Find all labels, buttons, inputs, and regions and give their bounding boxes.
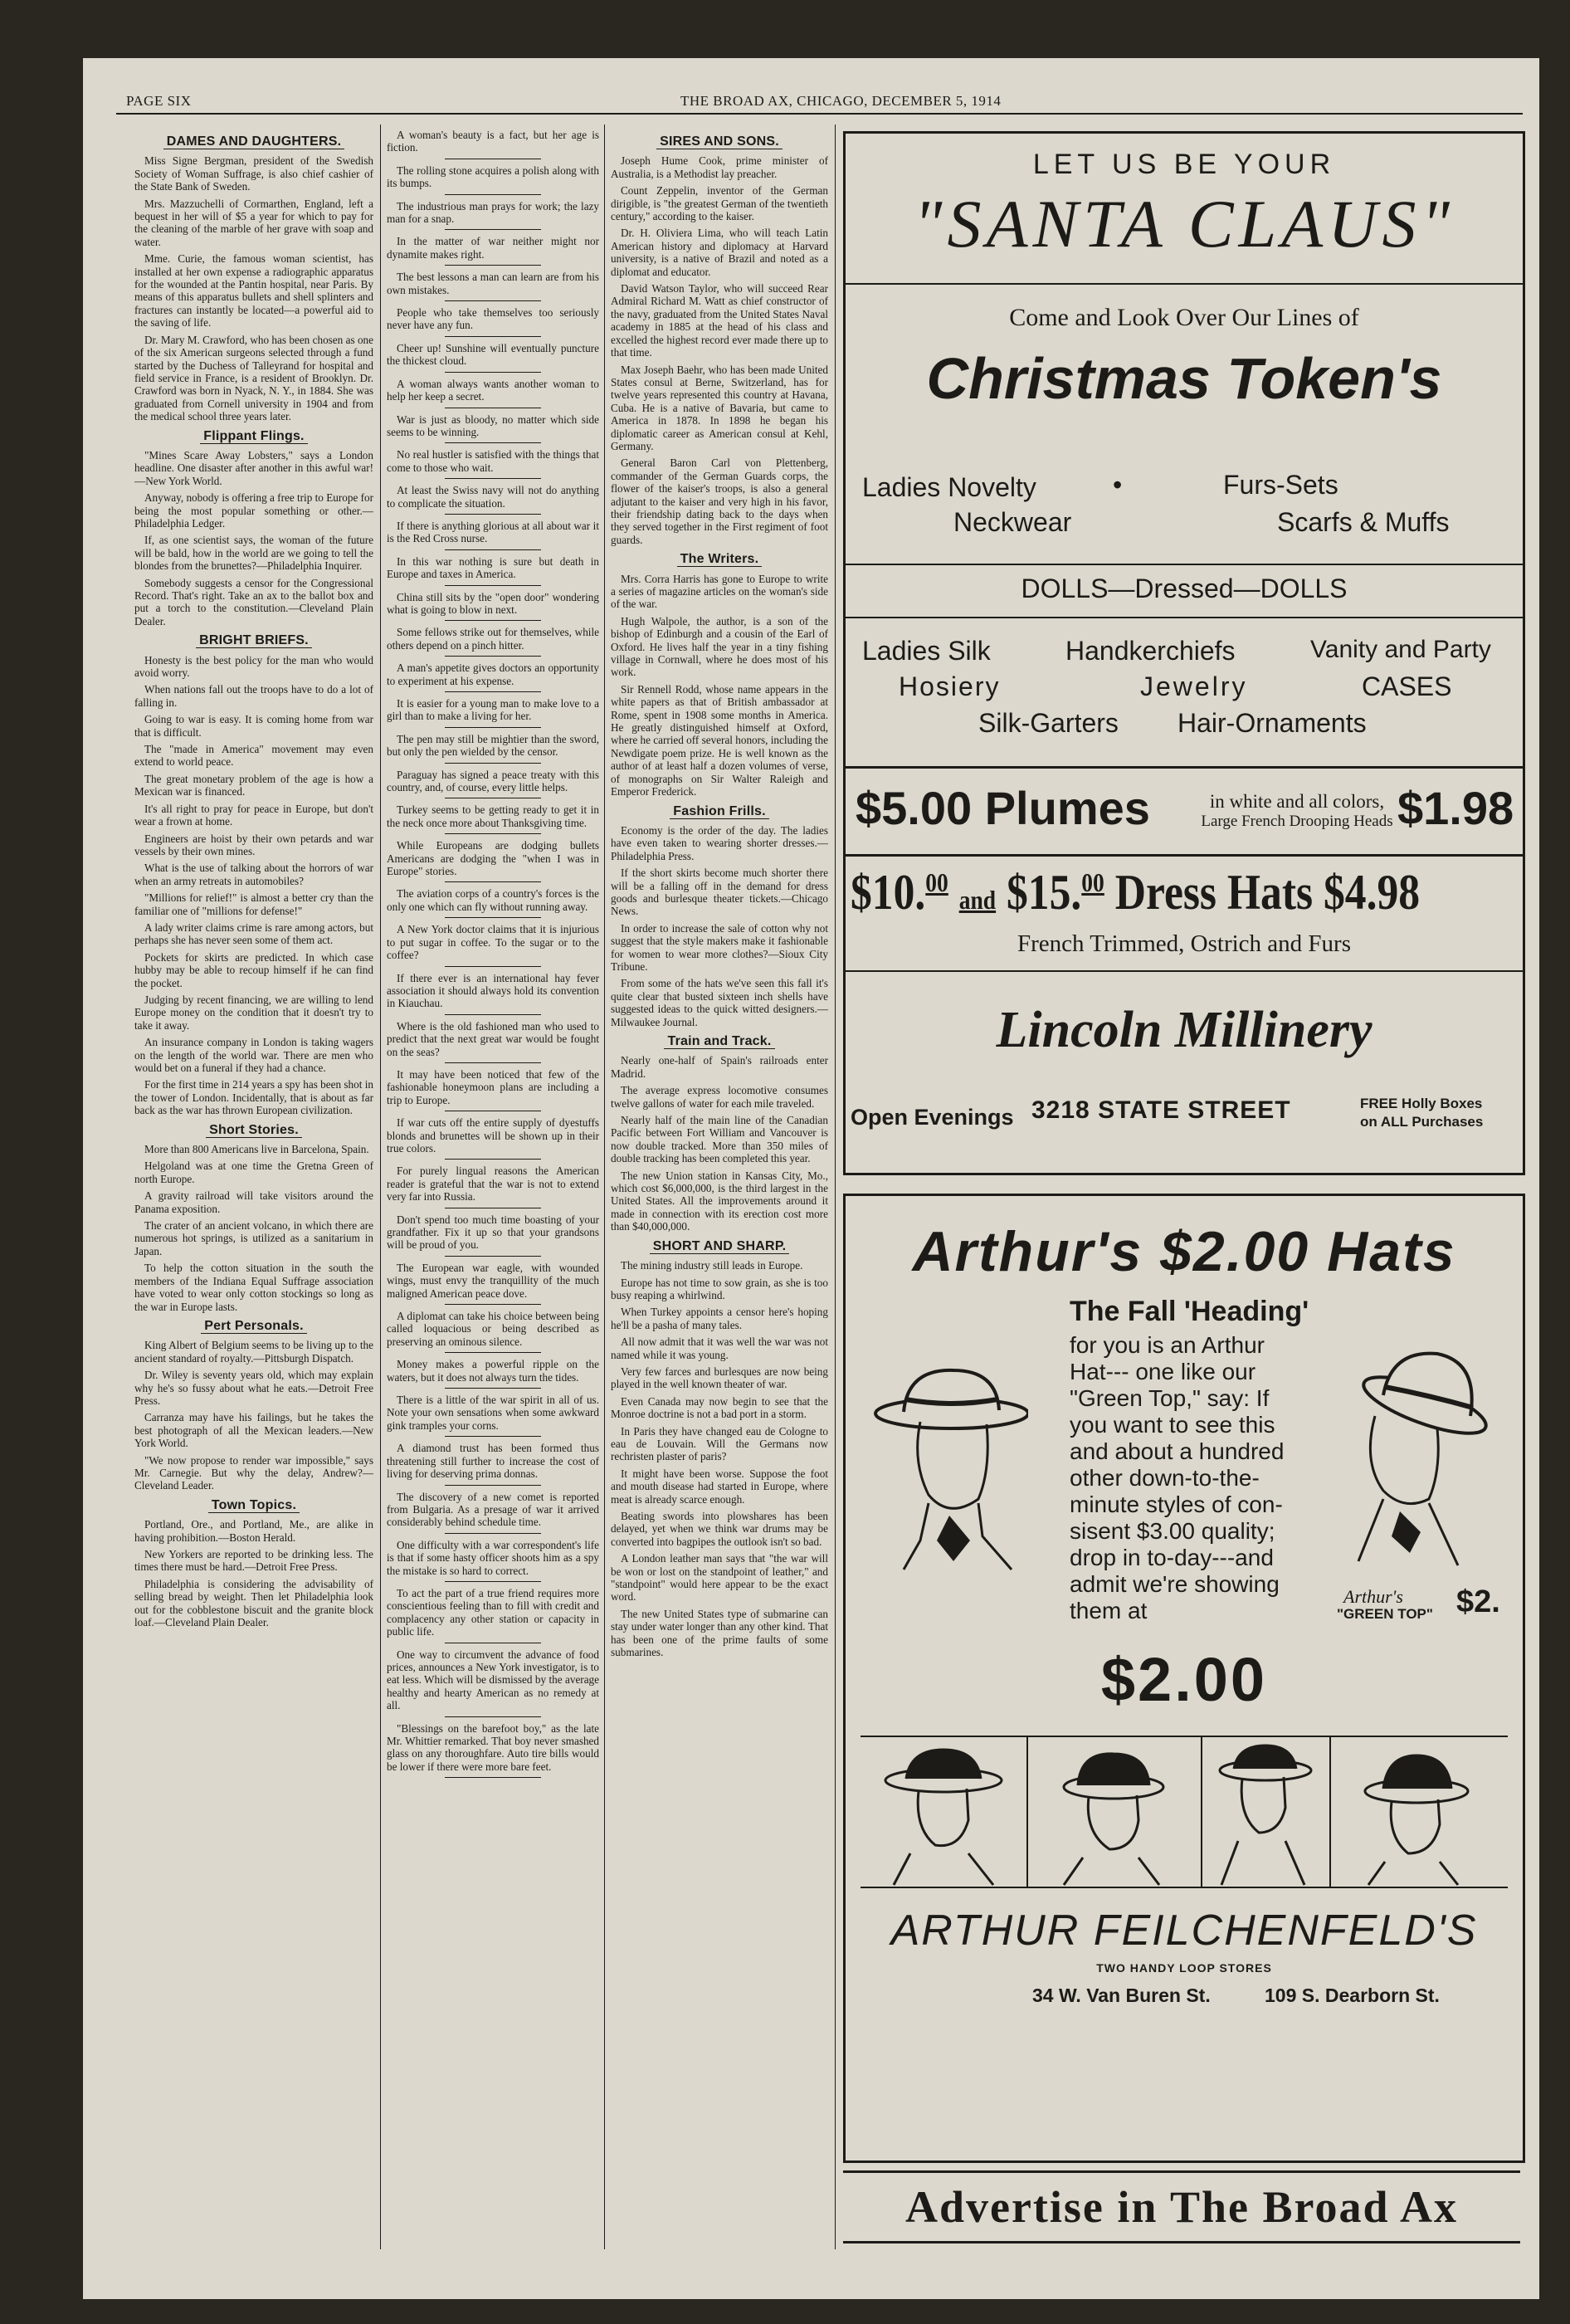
paragraph: When Turkey appoints a censor here's hoping he'll be a pasha of many tales.	[611, 1306, 828, 1331]
paragraph: The best lessons a man can learn are from his own mistakes.	[387, 271, 599, 296]
ad-dress-hats: $10.00 and $15.00 Dress Hats $4.98	[851, 865, 1421, 920]
section-heading: DAMES AND DAUGHTERS.	[163, 134, 345, 149]
paragraph: The industrious man prays for work; the lazy man for a snap.	[387, 199, 599, 226]
column-rule	[835, 124, 836, 2249]
paragraph: The discovery of a new comet is reported from Bulgaria. As a presage of war it arrived considerably behind schedule time.	[387, 1490, 599, 1529]
ad-hair-ornaments: Hair-Ornaments	[1178, 708, 1367, 738]
ad-come-look: Come and Look Over Our Lines of	[1009, 304, 1359, 331]
paragraph: It might have been worse. Suppose the foot and mouth disease had started in Europe, where meat is already scarce enough.	[611, 1467, 828, 1506]
paragraph: A London leather man says that "the war will be won or lost on the standpoint of leather," and "standpoint" would here appear to be the exact word.	[611, 1552, 828, 1604]
section-body	[134, 1143, 373, 1313]
column-rule	[380, 124, 381, 2249]
section-body	[134, 1339, 373, 1492]
paragraph: If war cuts off the entire supply of dyestuffs blonds and brunettes will be shown up in their true colors.	[387, 1116, 599, 1155]
paragraph: No real hustler is satisfied with the things that come to those who wait.	[387, 448, 599, 474]
paragraph: It may have been noticed that few of the fashionable honeymoon plans are including a trip to Europe.	[387, 1067, 599, 1106]
paragraph: Joseph Hume Cook, prime minister of Australia, is a Methodist lay preacher.	[611, 154, 828, 180]
paragraph: Count Zeppelin, inventor of the German dirigible, is "the greatest German of the twentieth century," according to the kaiser.	[611, 184, 828, 223]
ad-plumes-desc: in white and all colors, Large French Drooping Heads	[1201, 791, 1393, 830]
paragraph: If there ever is an international hay fever association it should always hold its convention in Kiauchau.	[387, 971, 599, 1010]
lincoln-millinery-ad	[843, 131, 1525, 1175]
separator	[445, 229, 540, 230]
ad-cases: CASES	[1362, 671, 1452, 701]
section-body	[611, 573, 828, 798]
paragraph: Nearly half of the main line of the Canadian Pacific between Fort William and Vancouver is now double tracked. More than 350 miles of double tracking has been completed this year.	[611, 1114, 828, 1165]
separator	[445, 1388, 540, 1389]
paragraph: General Baron Carl von Plettenberg, commander of the German Guards corps, the flower of the kaiser's troops, is also a general adjutant to the kaiser and very high in his favor, their friendship dating back to the days when they served together in the First regiment of foot guards.	[611, 456, 828, 546]
advertise-banner	[843, 2170, 1520, 2243]
ad-two-dollars: $2.00	[1100, 1645, 1268, 1714]
ad-bullet: •	[1113, 470, 1123, 500]
paragraph: In the matter of war neither might nor dynamite makes right.	[387, 235, 599, 261]
paragraph: Helgoland was at one time the Gretna Green of north Europe.	[134, 1160, 373, 1185]
separator	[445, 727, 540, 728]
paragraph: Portland, Ore., and Portland, Me., are alike in having prohibition.—Boston Herald.	[134, 1518, 373, 1544]
ad-scarfs-muffs: Scarfs & Muffs	[1277, 507, 1450, 537]
ad-body-line: "Green Top," say: If	[1070, 1385, 1270, 1411]
paragraph: Mrs. Mazzuchelli of Cormarthen, England, left a bequest in her will of $5 a year for which to pay for the cleaning of the marble of her grave with soap and water.	[134, 197, 373, 248]
paragraph: There is a little of the war spirit in all of us. Note your own sensations when some awkward gink tramples your corns.	[387, 1394, 599, 1432]
ad-address: 3218 STATE STREET	[1031, 1096, 1291, 1124]
paragraph: Sir Rennell Rodd, whose name appears in the white papers as that of British ambassador at Rome, spent in 1908 some months in America. He greatly distinguished himself at Oxford, where he carried off several honors, including the Newdigate poem prize. He is well known as the author of at least half a dozen volumes of verse, of monographs on Sir Walter Raleigh and Emperor Frederick.	[611, 682, 828, 798]
separator	[445, 1159, 540, 1160]
ad-addr-van-buren: 34 W. Van Buren St.	[1032, 1985, 1211, 2006]
separator	[445, 620, 540, 621]
ad-body-line: other down-to-the-	[1070, 1465, 1260, 1491]
separator	[445, 442, 540, 443]
section-heading: Town Topics.	[208, 1498, 300, 1513]
ad-body-line: you want to see this	[1070, 1412, 1275, 1438]
separator	[445, 1581, 540, 1582]
paragraph: Going to war is easy. It is coming home from war that is difficult.	[134, 713, 373, 739]
paragraph: If the short skirts become much shorter there will be a falling off in the demand for dress goods and burlesque theater tickets.—Chicago News.	[611, 867, 828, 918]
paragraph: Europe has not time to sow grain, as she is too busy reaping a whirlwind.	[611, 1276, 828, 1301]
ad-body-line: admit we're showing	[1070, 1571, 1280, 1597]
paragraph: "We now propose to render war impossible," says Mr. Carnegie. But why the delay, Andrew?—Cleveland Leader.	[134, 1453, 373, 1492]
paragraph: Hugh Walpole, the author, is a son of the bishop of Edinburgh and a cousin of the Earl of Oxford. He lives half the year in a tiny fishing village in Cornwall, where he does most of his work.	[611, 614, 828, 679]
ad-vanity-party: Vanity and Party	[1310, 636, 1491, 663]
paragraph: Even Canada may now begin to see that the Monroe doctrine is not a bad port in a storm.	[611, 1394, 828, 1421]
ad-jewelry: Jewelry	[1140, 671, 1248, 701]
paragraph: Philadelphia is considering the advisability of selling bread by weight. Then let Philadelphia look out for the cobblestone biscuit and the granite block loaf.—Cleveland Plain Dealer.	[134, 1577, 373, 1629]
hat-gallery-illustrations	[861, 1737, 1508, 1887]
man-hat-illustration-right	[1334, 1345, 1499, 1578]
paragraph: It's all right to pray for peace in Europe, but don't wear a frown at home.	[134, 802, 373, 828]
ad-body-line: them at	[1070, 1598, 1148, 1623]
paragraph: More than 800 Americans live in Barcelona, Spain.	[144, 1143, 369, 1156]
paragraph: Very few farces and burlesques are now being played in the well known theater of war.	[611, 1365, 828, 1391]
separator	[445, 1485, 540, 1486]
paragraph: People who take themselves too seriously never have any fun.	[387, 306, 599, 332]
ad-french-trimmed: French Trimmed, Ostrich and Furs	[1017, 930, 1351, 957]
ad-body-line: sisent $3.00 quality;	[1070, 1518, 1275, 1544]
paragraph: The new United States type of submarine can stay under water longer than any other kind. That has been one of the prime faults of some submarines.	[611, 1607, 828, 1659]
paragraph: Honesty is the best policy for the man who would avoid worry.	[134, 653, 373, 680]
paragraph: Judging by recent financing, we are willing to lend Europe money on the condition that it doesn't try to take it away.	[134, 993, 373, 1032]
section-heading: The Writers.	[677, 552, 763, 567]
paragraph: Paraguay has signed a peace treaty with this country, and, of course, every little helps.	[387, 768, 599, 794]
ad-gt-arthurs: Arthur's	[1343, 1586, 1403, 1607]
paragraph: Some fellows strike out for themselves, while others depend on a pinch hitter.	[387, 626, 599, 652]
separator	[445, 514, 540, 515]
separator	[445, 1436, 540, 1437]
ad-body-text	[1070, 1332, 1335, 1624]
paragraph: In this war nothing is sure but death in Europe and taxes in America.	[387, 554, 599, 581]
ad-handkerchiefs: Handkerchiefs	[1065, 636, 1236, 666]
separator	[445, 1533, 540, 1534]
ad-body-line: and about a hundred	[1070, 1438, 1285, 1464]
ad-christmas-tokens: Christmas Token's	[926, 346, 1442, 411]
paragraph: Anyway, nobody is offering a free trip to Europe for being the most popular something or other.—Philadelphia Ledger.	[134, 491, 373, 530]
paragraph: Turkey seems to be getting ready to get it in the neck once more about Thanksgiving time.	[387, 803, 599, 829]
ad-hosiery: Hosiery	[899, 671, 1001, 701]
separator	[445, 549, 540, 550]
separator	[445, 372, 540, 373]
column-3	[611, 129, 828, 2253]
ad-santa-claus: "SANTA CLAUS"	[914, 186, 1455, 261]
section-body	[387, 129, 599, 1778]
paragraph: The mining industry still leads in Europe.	[621, 1259, 803, 1272]
ad-gt-price: $2.	[1456, 1584, 1500, 1619]
section-heading: Flippant Flings.	[200, 429, 307, 444]
paragraph: In order to increase the sale of cotton why not suggest that the style makers make it fashionable for women to wear more clothes?—Sioux City Tribune.	[611, 921, 828, 973]
section-body	[611, 824, 828, 1028]
newspaper-page	[83, 58, 1539, 2299]
ad-advertise-text: Advertise in The Broad Ax	[904, 2182, 1459, 2232]
paragraph: One way to circumvent the advance of food prices, announces a New York investigator, is to eat less. Which will be dismissed by the average healthy and hearty American as no remedy at all.	[387, 1648, 599, 1712]
separator	[445, 1062, 540, 1063]
paragraph: Dr. Mary M. Crawford, who has been chosen as one of the six American surgeons selected through a fund started by the Duchess of Talleyrand for hospital and field service in France, is a resident of Brooklyn. Dr. Crawford was born in Nyack, N. Y., in 1884. She was graduated from Cornell university in 1904 and from the medical school three years later.	[134, 333, 373, 423]
paragraph: The pen may still be mightier than the sword, but only the pen wielded by the censor.	[387, 732, 599, 759]
paragraph: To act the part of a true friend requires more conscientious feeling than to fill with credit and complacency any other station or capacity in public life.	[387, 1586, 599, 1638]
separator	[445, 478, 540, 479]
ad-furs-sets: Furs-Sets	[1223, 470, 1338, 500]
section-heading: SHORT AND SHARP.	[650, 1239, 790, 1254]
paragraph: To help the cotton situation in the south the members of the Indiana Equal Suffrage association have voted to wear only cotton stockings so long as the war in Europe lasts.	[134, 1262, 373, 1313]
paragraph: For purely lingual reasons the American reader is grateful that the war is not to extend very far into Russia.	[387, 1164, 599, 1204]
paragraph: While Europeans are dodging bullets Americans are dodging the "when I was in Europe" stories.	[387, 839, 599, 878]
paragraph: War is just as bloody, no matter which side seems to be winning.	[387, 413, 599, 438]
paragraph: The rolling stone acquires a polish along with its bumps.	[387, 164, 599, 190]
paragraph: New Yorkers are reported to be drinking less. The times there must be hard.—Detroit Free Press.	[134, 1548, 373, 1574]
paragraph: King Albert of Belgium seems to be living up to the ancient standard of royalty.—Pittsburgh Dispatch.	[134, 1339, 373, 1365]
arthurs-hats-ad	[843, 1194, 1525, 2163]
separator	[445, 881, 540, 882]
paragraph: Max Joseph Baehr, who has been made United States consul at Berne, Switzerland, has for twelve years represented this country at Havana, Cuba. He is a native of Bavaria, but came to America in 1878. In 1898 he began his diplomatic career as American consul at Kehl, Germany.	[611, 363, 828, 452]
section-body	[134, 449, 373, 627]
paragraph: A lady writer claims crime is rare among actors, but perhaps she has never seen some of them act.	[134, 920, 373, 947]
separator	[445, 763, 540, 764]
separator	[445, 336, 540, 337]
ad-open-evenings: Open Evenings	[851, 1105, 1014, 1130]
paragraph: A man's appetite gives doctors an opportunity to experiment at his expense.	[387, 662, 599, 687]
section-body	[611, 154, 828, 546]
paragraph: At least the Swiss navy will not do anything to complicate the situation.	[387, 484, 599, 510]
masthead-rule	[116, 113, 1523, 115]
paragraph: A gravity railroad will take visitors around the Panama exposition.	[134, 1189, 373, 1215]
section-heading: Pert Personals.	[201, 1319, 307, 1334]
ad-body-line: minute styles of con-	[1070, 1492, 1283, 1517]
section-body	[611, 1054, 828, 1233]
ad-arthur-feilchenfelds: ARTHUR FEILCHENFELD'S	[890, 1907, 1478, 1955]
section-heading: Train and Track.	[664, 1034, 774, 1049]
paragraph: Nearly one-half of Spain's railroads enter Madrid.	[611, 1054, 828, 1080]
separator	[445, 1304, 540, 1305]
paragraph: The great monetary problem of the age is how a Mexican war is financed.	[134, 772, 373, 798]
paragraph: The new Union station in Kansas City, Mo., which cost $6,000,000, is the third largest in the United States. All the improvements around it made in connection with its erection cost more than $40,000,000.	[611, 1169, 828, 1233]
paragraph: The aviation corps of a country's forces is the only one which can fly without running away.	[387, 887, 599, 913]
ad-silk-garters: Silk-Garters	[978, 708, 1119, 738]
section-body	[611, 1259, 828, 1658]
paragraph: It is easier for a young man to make love to a girl than to make a living for her.	[387, 697, 599, 723]
paragraph: David Watson Taylor, who will succeed Rear Admiral Richard M. Watt as chief constructor of the navy, graduated from the United States Naval academy in 1885 at the head of his class and excelled the highest record ever made there up to that time.	[611, 282, 828, 359]
ad-body-line: Hat--- one like our	[1070, 1359, 1256, 1384]
paragraph: A diplomat can take his choice between being called loquacious or being described as preserving an ominous silence.	[387, 1310, 599, 1348]
section-body	[134, 654, 373, 1117]
separator	[445, 1777, 540, 1778]
paragraph: Where is the old fashioned man who used to predict that the next great war would be fought on the seas?	[387, 1019, 599, 1058]
column-rule	[604, 124, 605, 2249]
ad-addr-dearborn: 109 S. Dearborn St.	[1265, 1985, 1440, 2006]
paragraph: A woman's beauty is a fact, but her age is fiction.	[387, 129, 599, 154]
paragraph: Dr. Wiley is seventy years old, which may explain why he's so fussy about what he eats.—Detroit Free Press.	[134, 1369, 373, 1407]
paragraph: The crater of an ancient volcano, in which there are numerous hot springs, is utilized as a sanitarium in Japan.	[134, 1219, 373, 1257]
paragraph: Don't spend too much time boasting of your grandfather. Fix it up so that your grandsons will be proud of you.	[387, 1213, 599, 1252]
paragraph: An insurance company in London is taking wagers on the length of the world war. There are men who would bet on a funeral if they had a chance.	[134, 1036, 373, 1074]
paragraph: China still sits by the "open door" wondering what is going to blow in next.	[387, 590, 599, 616]
paragraph: From some of the hats we've seen this fall it's quite clear that busted sixteen inch shells have suggested ideas to the quick witted designers.—Milwaukee Journal.	[611, 977, 828, 1028]
paragraph: Mme. Curie, the famous woman scientist, has installed at her own expense a radiographic apparatus for the wounded at the Pantin hospital, near Paris. By means of this apparatus bullets and shell splinters and fractures can instantly be located—a powerful aid to the saving of life.	[134, 252, 373, 330]
separator	[445, 1716, 540, 1717]
paragraph: What is the use of talking about the horrors of war when an army retreats in automobiles?	[134, 862, 373, 887]
paragraph: Beating swords into plowshares has been delayed, yet when we think war drums may be converted into bagpipes the outlook isn't so bad.	[611, 1510, 828, 1548]
ad-arthurs-title: Arthur's $2.00 Hats	[912, 1220, 1456, 1283]
man-hat-illustration-left	[870, 1362, 1028, 1578]
paragraph: The European war eagle, with wounded wings, must envy the tranquillity of the much maligned American peace dove.	[387, 1261, 599, 1300]
section-heading: BRIGHT BRIEFS.	[196, 633, 312, 648]
separator	[445, 966, 540, 967]
hat-gallery	[861, 1736, 1508, 1888]
ad-lincoln-millinery: Lincoln Millinery	[996, 1002, 1373, 1058]
section-body	[134, 154, 373, 422]
paragraph: Cheer up! Sunshine will eventually puncture the thickest cloud.	[387, 341, 599, 368]
section-heading: Fashion Frills.	[670, 804, 768, 819]
paragraph: If there is anything glorious at all about war it is the Red Cross nurse.	[387, 519, 599, 545]
paragraph: Carranza may have his failings, but he takes the best photograph of all the Mexican leaders.—New York World.	[134, 1411, 373, 1450]
separator	[445, 194, 540, 195]
paragraph: A diamond trust has been formed thus threatening still further to increase the cost of living for deserving prima donnas.	[387, 1442, 599, 1481]
ad-ladies-novelty: Ladies Novelty	[862, 472, 1036, 502]
paragraph: If, as one scientist says, the woman of the future will be bald, how in the world are we going to tell the blondes from the brunettes?—Philadelphia Inquirer.	[134, 534, 373, 573]
paragraph: Pockets for skirts are predicted. In which case hubby may be able to recoup himself if he can find the pocket.	[134, 950, 373, 989]
separator	[445, 656, 540, 657]
column-2	[387, 129, 599, 2253]
paragraph: Miss Signe Bergman, president of the Swedish Society of Woman Suffrage, is also chief cashier of the State Bank of Sweden.	[134, 154, 373, 193]
ad-line-let-us: LET US BE YOUR	[1032, 149, 1336, 180]
paragraph: All now admit that it was well the war was not named while it was young.	[611, 1335, 828, 1361]
paragraph: A New York doctor claims that it is injurious to put sugar in coffee. To the sugar or to the coffee?	[387, 923, 599, 962]
paragraph: Money makes a powerful ripple on the waters, but it does not always turn the tides.	[387, 1358, 599, 1384]
paragraph: Economy is the order of the day. The ladies have even taken to wearing shorter dresses.—Philadelphia Press.	[611, 823, 828, 862]
separator	[445, 1256, 540, 1257]
ad-loop-stores: TWO HANDY LOOP STORES	[1096, 1961, 1272, 1975]
separator	[445, 265, 540, 266]
paragraph: "Mines Scare Away Lobsters," says a London headline. One disaster after another in this awful war!—New York World.	[134, 448, 373, 487]
ad-fall-heading: The Fall 'Heading'	[1070, 1296, 1309, 1327]
paragraph: When nations fall out the troops have to do a lot of falling in.	[134, 683, 373, 709]
paragraph: Engineers are hoist by their own petards and war vessels by their own mines.	[134, 832, 373, 857]
section-heading: SIRES AND SONS.	[656, 134, 783, 149]
paragraph: "Blessings on the barefoot boy," as the late Mr. Whittier remarked. That boy never smashed glass on any thoroughfare. Auto tire bills would be lower if there were more bare feet.	[387, 1721, 599, 1773]
ad-gt-label: "GREEN TOP"	[1337, 1606, 1433, 1622]
paragraph: In Paris they have changed eau de Cologne to eau de Louvain. Will the Germans now rechristen plaster of paris?	[611, 1424, 828, 1463]
paragraph: Dr. H. Oliviera Lima, who will teach Latin American history and diplomacy at Harvard university, is a native of Brazil and noted as a diplomat and educator.	[611, 227, 828, 278]
paragraph: For the first time in 214 years a spy has been shot in the tower of London. Incidentally, that is about as far back as the war has thrown European civilization.	[134, 1078, 373, 1117]
column-1	[134, 129, 373, 2253]
separator	[445, 833, 540, 834]
separator	[445, 691, 540, 692]
ad-body-line: drop in to-day---and	[1070, 1545, 1274, 1570]
paragraph: Somebody suggests a censor for the Congressional Record. That's right. Take an ax to the ballot box and put a torch to the constitution.—Cleveland Plain Dealer.	[134, 576, 373, 627]
paragraph: One difficulty with a war correspondent's life is that if some hasty officer shoots him as a spy the mistake is so hard to correct.	[387, 1538, 599, 1577]
paragraph: "Millions for relief!" is almost a better cry than the familiar one of "millions for defense!"	[134, 891, 373, 917]
paragraph: A woman always wants another woman to help her keep a secret.	[387, 377, 599, 403]
ad-ladies-silk: Ladies Silk	[862, 636, 991, 666]
section-body	[134, 1518, 373, 1628]
page-number: PAGE SIX	[126, 93, 192, 109]
ad-neckwear: Neckwear	[953, 507, 1072, 537]
paragraph: Mrs. Corra Harris has gone to Europe to write a series of magazine articles on the woman's side of the war.	[611, 572, 828, 611]
ad-plumes-price: $5.00 Plumes	[856, 782, 1150, 834]
separator	[445, 1014, 540, 1015]
separator	[445, 585, 540, 586]
ad-free-holly: FREE Holly Boxes on ALL Purchases	[1360, 1096, 1484, 1130]
paragraph: The average express locomotive consumes twelve gallons of water for each mile traveled.	[611, 1084, 828, 1110]
masthead-title: THE BROAD AX, CHICAGO, DECEMBER 5, 1914	[680, 93, 1002, 109]
ad-body-line: for you is an Arthur	[1070, 1332, 1265, 1358]
ad-dolls: DOLLS—Dressed—DOLLS	[1021, 574, 1348, 603]
paragraph: The "made in America" movement may even extend to world peace.	[134, 743, 373, 769]
separator	[445, 917, 540, 918]
section-heading: Short Stories.	[206, 1123, 302, 1138]
separator	[445, 1352, 540, 1353]
ad-plumes-sale: $1.98	[1397, 782, 1514, 834]
separator	[445, 300, 540, 301]
